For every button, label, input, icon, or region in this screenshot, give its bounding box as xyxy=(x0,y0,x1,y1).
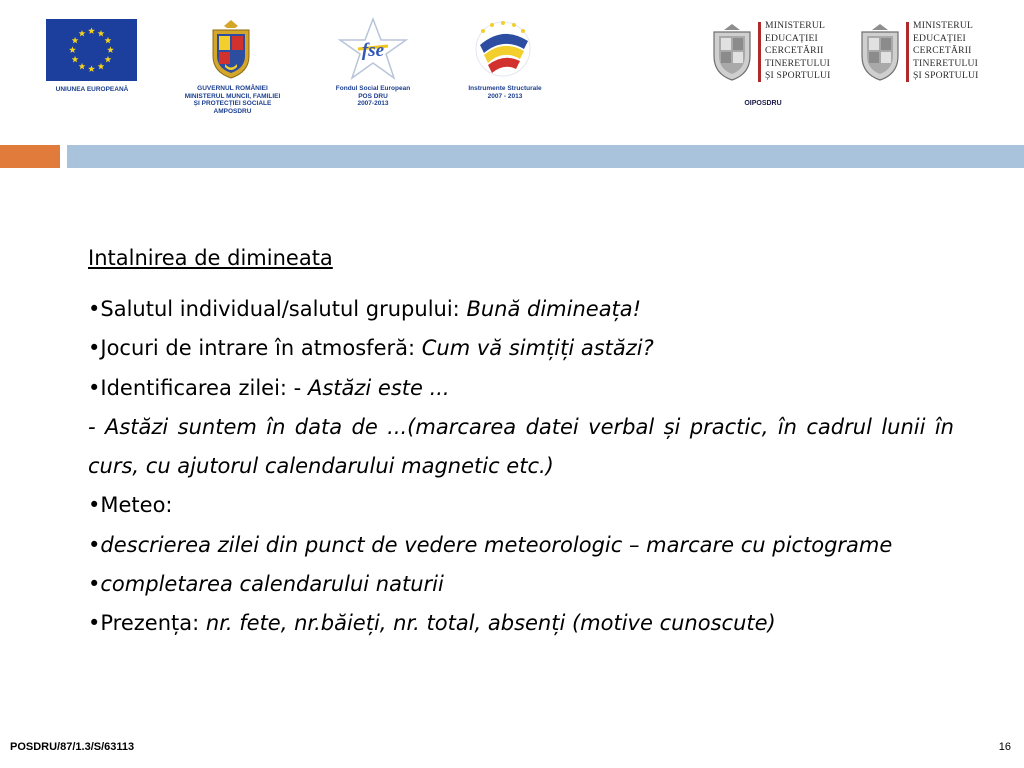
ministry-divider xyxy=(906,22,909,82)
item-value: Bună dimineața! xyxy=(466,297,642,321)
eu-star-icon xyxy=(72,56,79,63)
project-code: POSDRU/87/1.3/S/63113 xyxy=(10,741,135,753)
item-value: descrierea zilei din punct de vedere meteorologic – marcare cu pictograme xyxy=(100,532,893,557)
eu-stars-icon xyxy=(46,19,137,81)
bullet-icon: • xyxy=(88,532,101,557)
government-caption: GUVERNUL ROMÂNIEI MINISTERUL MUNCII, FAMILIEI ȘI PROTECȚIEI SOCIALE AMPOSDRU xyxy=(184,85,281,115)
ministry-divider xyxy=(758,22,761,82)
ministry-crest-icon xyxy=(858,22,902,82)
fse-star-logo xyxy=(336,16,410,82)
eu-star-icon xyxy=(69,46,76,53)
slide-content xyxy=(88,243,954,644)
list-item-greeting xyxy=(88,290,954,329)
accent-bar-orange xyxy=(0,145,60,168)
bullet-icon: • xyxy=(88,297,101,321)
eu-star-icon xyxy=(79,30,86,37)
eu-star-icon xyxy=(88,65,95,72)
list-item-nature-calendar xyxy=(88,565,954,604)
accent-bar-blue xyxy=(67,145,1024,168)
list-item-weather-description xyxy=(88,526,954,565)
ministry-name: MINISTERUL EDUCAȚIEI CERCETĂRII TINERETULUI ȘI SPORTULUI xyxy=(913,20,979,82)
item-value: nr. fete, nr.băieți, nr. total, absenți (motive cunoscute) xyxy=(205,611,776,636)
list-item-attendance xyxy=(88,604,954,643)
eu-star-icon xyxy=(105,37,112,44)
list-item-weather xyxy=(88,486,954,525)
slide-heading: Intalnirea de dimineata xyxy=(88,246,333,270)
item-label: Jocuri de intrare în atmosferă: xyxy=(100,336,422,361)
eu-star-icon xyxy=(98,30,105,37)
item-label: Meteo: xyxy=(100,493,173,518)
svg-text:fse: fse xyxy=(361,40,385,61)
structural-instruments-caption: Instrumente Structurale 2007 - 2013 xyxy=(468,85,542,100)
item-value: Astăzi este ... xyxy=(307,375,450,400)
list-item-day-identification xyxy=(88,369,954,408)
eu-flag-logo xyxy=(46,19,137,81)
bullet-icon: • xyxy=(88,611,101,636)
item-label: Salutul individual/salutul grupului: xyxy=(100,297,467,321)
fse-caption: Fondul Social European POS DRU 2007-2013 xyxy=(335,85,411,107)
ministry-name: MINISTERUL EDUCAȚIEI CERCETĂRII TINERETULUI ȘI SPORTULUI xyxy=(765,20,831,82)
eu-star-icon xyxy=(98,63,105,70)
eu-star-icon xyxy=(107,46,114,53)
item-label: Prezența: xyxy=(100,611,206,636)
eu-star-icon xyxy=(88,27,95,34)
ministry-crest-icon xyxy=(710,22,754,82)
item-value: Cum vă simțiți astăzi? xyxy=(421,336,654,361)
page-number: 16 xyxy=(998,741,1011,753)
ministry-logo-1 xyxy=(710,20,858,86)
bullet-icon: • xyxy=(88,493,101,518)
list-item-games xyxy=(88,329,954,368)
logo-strip xyxy=(0,0,1024,140)
eu-star-icon xyxy=(105,56,112,63)
bullet-icon: • xyxy=(88,572,101,597)
eu-star-icon xyxy=(79,63,86,70)
eu-star-icon xyxy=(72,37,79,44)
item-label: Identificarea zilei: - xyxy=(100,375,308,400)
eu-caption: UNIUNEA EUROPEANĂ xyxy=(55,86,129,93)
item-value: completarea calendarului naturii xyxy=(100,572,444,597)
oiposdru-caption: OIPOSDRU xyxy=(744,100,782,107)
ministry-logo-2 xyxy=(858,20,1006,86)
bullet-icon: • xyxy=(88,375,101,400)
romanian-coat-of-arms-logo xyxy=(207,18,255,80)
list-item-date-note: - Astăzi suntem în data de ...(marcarea datei verbal și practic, în cadrul lunii în curs, cu ajutorul calendarului magnetic etc.) xyxy=(88,414,954,479)
bullet-icon: • xyxy=(88,336,101,361)
structural-instruments-logo xyxy=(466,15,540,83)
